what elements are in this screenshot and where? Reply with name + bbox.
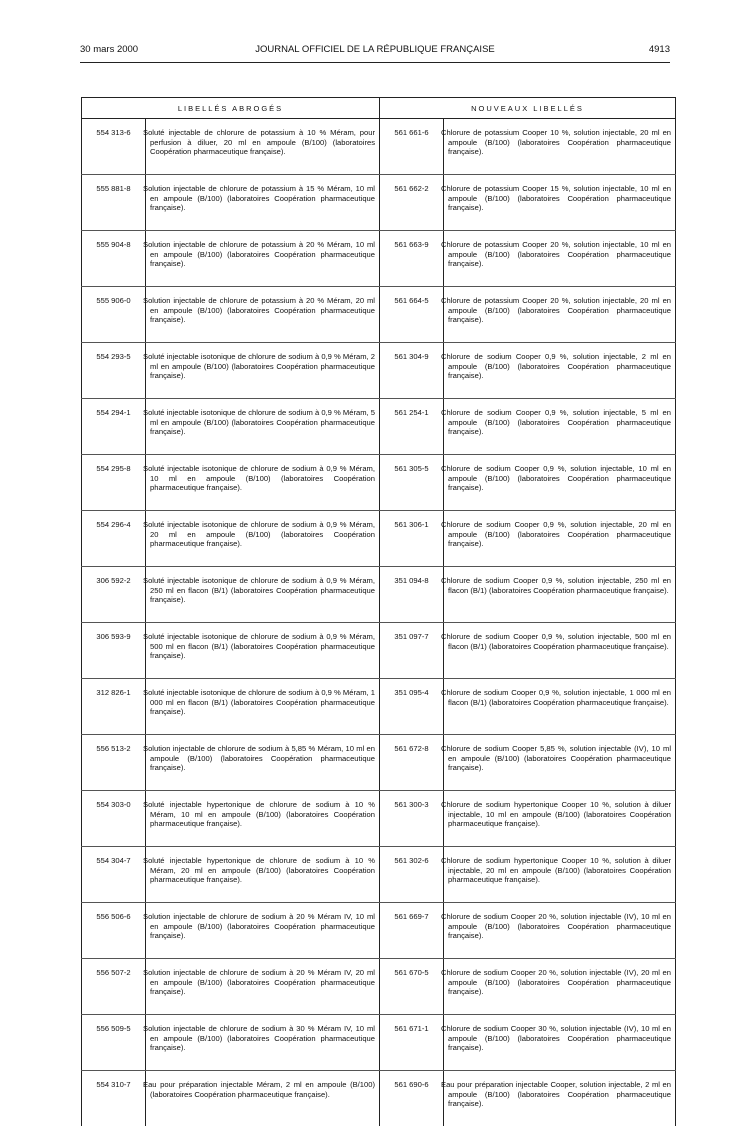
new-label-cell: Chlorure de sodium Cooper 20 %, solution injectable (IV), 10 ml en ampoule (B/100) (laboratoires Coopération pharmaceutique française). — [444, 903, 676, 959]
old-label-cell: Solution injectable de chlorure de potassium à 20 % Méram, 10 ml en ampoule (B/100) (laboratoires Coopération pharmaceutique française). — [146, 231, 380, 287]
new-code-cell: 561 304-9 — [380, 343, 444, 399]
table-row — [82, 903, 676, 959]
old-code-cell: 554 313-6 — [82, 119, 146, 175]
new-label-cell: Chlorure de sodium Cooper 20 %, solution injectable (IV), 20 ml en ampoule (B/100) (laboratoires Coopération pharmaceutique française). — [444, 959, 676, 1015]
new-code-cell: 561 672-8 — [380, 735, 444, 791]
old-code-cell: 555 906-0 — [82, 287, 146, 343]
old-label-cell: Soluté injectable isotonique de chlorure de sodium à 0,9 % Méram, 5 ml en ampoule (B/100) (laboratoires Coopération pharmaceutique française). — [146, 399, 380, 455]
table-row — [82, 455, 676, 511]
old-code-cell: 312 826-1 — [82, 679, 146, 735]
publication-date: 30 mars 2000 — [80, 44, 138, 55]
old-code-cell: 554 294-1 — [82, 399, 146, 455]
old-label-cell: Solution injectable de chlorure de sodium à 30 % Méram IV, 10 ml en ampoule (B/100) (laboratoires Coopération pharmaceutique française). — [146, 1015, 380, 1071]
old-code-cell: 554 295-8 — [82, 455, 146, 511]
new-code-cell: 561 671-1 — [380, 1015, 444, 1071]
new-label-cell: Chlorure de potassium Cooper 20 %, solution injectable, 20 ml en ampoule (B/100) (laboratoires Coopération pharmaceutique française). — [444, 287, 676, 343]
new-label-cell: Chlorure de sodium Cooper 0,9 %, solution injectable, 1 000 ml en flacon (B/1) (laboratoires Coopération pharmaceutique française). — [444, 679, 676, 735]
new-label-cell: Chlorure de sodium hypertonique Cooper 10 %, solution à diluer injectable, 20 ml en ampoule (B/100) (laboratoires Coopération pharmaceutique française). — [444, 847, 676, 903]
table-row — [82, 1015, 676, 1071]
old-label-cell: Soluté injectable isotonique de chlorure de sodium à 0,9 % Méram, 2 ml en ampoule (B/100) (laboratoires Coopération pharmaceutique française). — [146, 343, 380, 399]
new-label-cell: Chlorure de sodium Cooper 5,85 %, solution injectable (IV), 10 ml en ampoule (B/100) (laboratoires Coopération pharmaceutique française). — [444, 735, 676, 791]
new-code-cell: 561 661-6 — [380, 119, 444, 175]
old-label-cell: Soluté injectable isotonique de chlorure de sodium à 0,9 % Méram, 10 ml en ampoule (B/100) (laboratoires Coopération pharmaceutique française). — [146, 455, 380, 511]
table-row — [82, 287, 676, 343]
old-code-cell: 555 904-8 — [82, 231, 146, 287]
old-code-cell: 554 303-0 — [82, 791, 146, 847]
old-code-cell: 306 593-9 — [82, 623, 146, 679]
new-label-cell: Chlorure de sodium Cooper 30 %, solution injectable (IV), 10 ml en ampoule (B/100) (laboratoires Coopération pharmaceutique française). — [444, 1015, 676, 1071]
new-code-cell: 561 662-2 — [380, 175, 444, 231]
old-label-cell: Soluté injectable hypertonique de chlorure de sodium à 10 % Méram, 10 ml en ampoule (B/100) (laboratoires Coopération pharmaceutique française). — [146, 791, 380, 847]
old-label-cell: Soluté injectable isotonique de chlorure de sodium à 0,9 % Méram, 500 ml en flacon (B/1) (laboratoires Coopération pharmaceutique française). — [146, 623, 380, 679]
column-header-libelles-abroges: LIBELLÉS ABROGÉS — [82, 98, 380, 119]
new-label-cell: Chlorure de sodium Cooper 0,9 %, solution injectable, 20 ml en ampoule (B/100) (laboratoires Coopération pharmaceutique française). — [444, 511, 676, 567]
new-code-cell: 561 663-9 — [380, 231, 444, 287]
table-row — [82, 623, 676, 679]
new-label-cell: Chlorure de sodium Cooper 0,9 %, solution injectable, 2 ml en ampoule (B/100) (laboratoires Coopération pharmaceutique française). — [444, 343, 676, 399]
old-label-cell: Solution injectable de chlorure de sodium à 5,85 % Méram, 10 ml en ampoule (B/100) (laboratoires Coopération pharmaceutique française). — [146, 735, 380, 791]
new-label-cell: Chlorure de sodium Cooper 0,9 %, solution injectable, 250 ml en flacon (B/1) (laboratoires Coopération pharmaceutique française). — [444, 567, 676, 623]
table-body — [82, 119, 676, 1126]
journal-title: JOURNAL OFFICIEL DE LA RÉPUBLIQUE FRANÇAISE — [80, 44, 670, 55]
new-label-cell: Chlorure de sodium hypertonique Cooper 10 %, solution à diluer injectable, 10 ml en ampoule (B/100) (laboratoires Coopération pharmaceutique française). — [444, 791, 676, 847]
old-code-cell: 556 513-2 — [82, 735, 146, 791]
new-label-cell: Chlorure de sodium Cooper 0,9 %, solution injectable, 10 ml en ampoule (B/100) (laboratoires Coopération pharmaceutique française). — [444, 455, 676, 511]
table-row — [82, 567, 676, 623]
new-code-cell: 561 669-7 — [380, 903, 444, 959]
old-label-cell: Solution injectable de chlorure de potassium à 20 % Méram, 20 ml en ampoule (B/100) (laboratoires Coopération pharmaceutique française). — [146, 287, 380, 343]
old-label-cell: Soluté injectable isotonique de chlorure de sodium à 0,9 % Méram, 20 ml en ampoule (B/100) (laboratoires Coopération pharmaceutique française). — [146, 511, 380, 567]
old-label-cell: Soluté injectable hypertonique de chlorure de sodium à 10 % Méram, 20 ml en ampoule (B/100) (laboratoires Coopération pharmaceutique française). — [146, 847, 380, 903]
new-code-cell: 561 300-3 — [380, 791, 444, 847]
new-code-cell: 351 097-7 — [380, 623, 444, 679]
new-label-cell: Chlorure de potassium Cooper 15 %, solution injectable, 10 ml en ampoule (B/100) (laboratoires Coopération pharmaceutique française). — [444, 175, 676, 231]
table-row — [82, 231, 676, 287]
libelles-table — [81, 97, 676, 1126]
new-code-cell: 561 664-5 — [380, 287, 444, 343]
old-code-cell: 306 592-2 — [82, 567, 146, 623]
table-row — [82, 399, 676, 455]
old-code-cell: 554 304-7 — [82, 847, 146, 903]
new-label-cell: Chlorure de potassium Cooper 10 %, solution injectable, 20 ml en ampoule (B/100) (laboratoires Coopération pharmaceutique française). — [444, 119, 676, 175]
page-number: 4913 — [649, 44, 670, 55]
table-row — [82, 959, 676, 1015]
page-header — [80, 44, 670, 60]
table-row — [82, 343, 676, 399]
old-code-cell: 555 881-8 — [82, 175, 146, 231]
table-row — [82, 679, 676, 735]
table-row — [82, 1071, 676, 1126]
old-label-cell: Soluté injectable isotonique de chlorure de sodium à 0,9 % Méram, 250 ml en flacon (B/1) (laboratoires Coopération pharmaceutique française). — [146, 567, 380, 623]
table-row — [82, 791, 676, 847]
new-label-cell: Chlorure de sodium Cooper 0,9 %, solution injectable, 5 ml en ampoule (B/100) (laboratoires Coopération pharmaceutique française). — [444, 399, 676, 455]
old-code-cell: 554 296-4 — [82, 511, 146, 567]
old-code-cell: 554 310-7 — [82, 1071, 146, 1126]
old-label-cell: Solution injectable de chlorure de sodium à 20 % Méram IV, 20 ml en ampoule (B/100) (laboratoires Coopération pharmaceutique française). — [146, 959, 380, 1015]
table-header-row — [82, 98, 676, 119]
old-code-cell: 556 506-6 — [82, 903, 146, 959]
old-label-cell: Eau pour préparation injectable Méram, 2 ml en ampoule (B/100) (laboratoires Coopération pharmaceutique française). — [146, 1071, 380, 1126]
old-code-cell: 556 507-2 — [82, 959, 146, 1015]
new-code-cell: 561 305-5 — [380, 455, 444, 511]
new-code-cell: 561 670-5 — [380, 959, 444, 1015]
old-label-cell: Solution injectable de chlorure de sodium à 20 % Méram IV, 10 ml en ampoule (B/100) (laboratoires Coopération pharmaceutique française). — [146, 903, 380, 959]
table-row — [82, 175, 676, 231]
old-label-cell: Solution injectable de chlorure de potassium à 15 % Méram, 10 ml en ampoule (B/100) (laboratoires Coopération pharmaceutique française). — [146, 175, 380, 231]
new-code-cell: 351 094-8 — [380, 567, 444, 623]
old-label-cell: Soluté injectable isotonique de chlorure de sodium à 0,9 % Méram, 1 000 ml en flacon (B/1) (laboratoires Coopération pharmaceutique française). — [146, 679, 380, 735]
header-rule — [80, 62, 670, 63]
new-code-cell: 351 095-4 — [380, 679, 444, 735]
new-label-cell: Eau pour préparation injectable Cooper, solution injectable, 2 ml en ampoule (B/100) (laboratoires Coopération pharmaceutique française). — [444, 1071, 676, 1126]
old-label-cell: Soluté injectable de chlorure de potassium à 10 % Méram, pour perfusion à diluer, 20 ml en ampoule (B/100) (laboratoires Coopération pharmaceutique française). — [146, 119, 380, 175]
table-row — [82, 511, 676, 567]
new-code-cell: 561 254-1 — [380, 399, 444, 455]
column-header-nouveaux-libelles: NOUVEAUX LIBELLÉS — [380, 98, 676, 119]
old-code-cell: 554 293-5 — [82, 343, 146, 399]
new-code-cell: 561 306-1 — [380, 511, 444, 567]
new-label-cell: Chlorure de potassium Cooper 20 %, solution injectable, 10 ml en ampoule (B/100) (laboratoires Coopération pharmaceutique française). — [444, 231, 676, 287]
table-row — [82, 847, 676, 903]
new-code-cell: 561 302-6 — [380, 847, 444, 903]
table-row — [82, 119, 676, 175]
table-row — [82, 735, 676, 791]
new-code-cell: 561 690-6 — [380, 1071, 444, 1126]
old-code-cell: 556 509-5 — [82, 1015, 146, 1071]
new-label-cell: Chlorure de sodium Cooper 0,9 %, solution injectable, 500 ml en flacon (B/1) (laboratoires Coopération pharmaceutique française). — [444, 623, 676, 679]
